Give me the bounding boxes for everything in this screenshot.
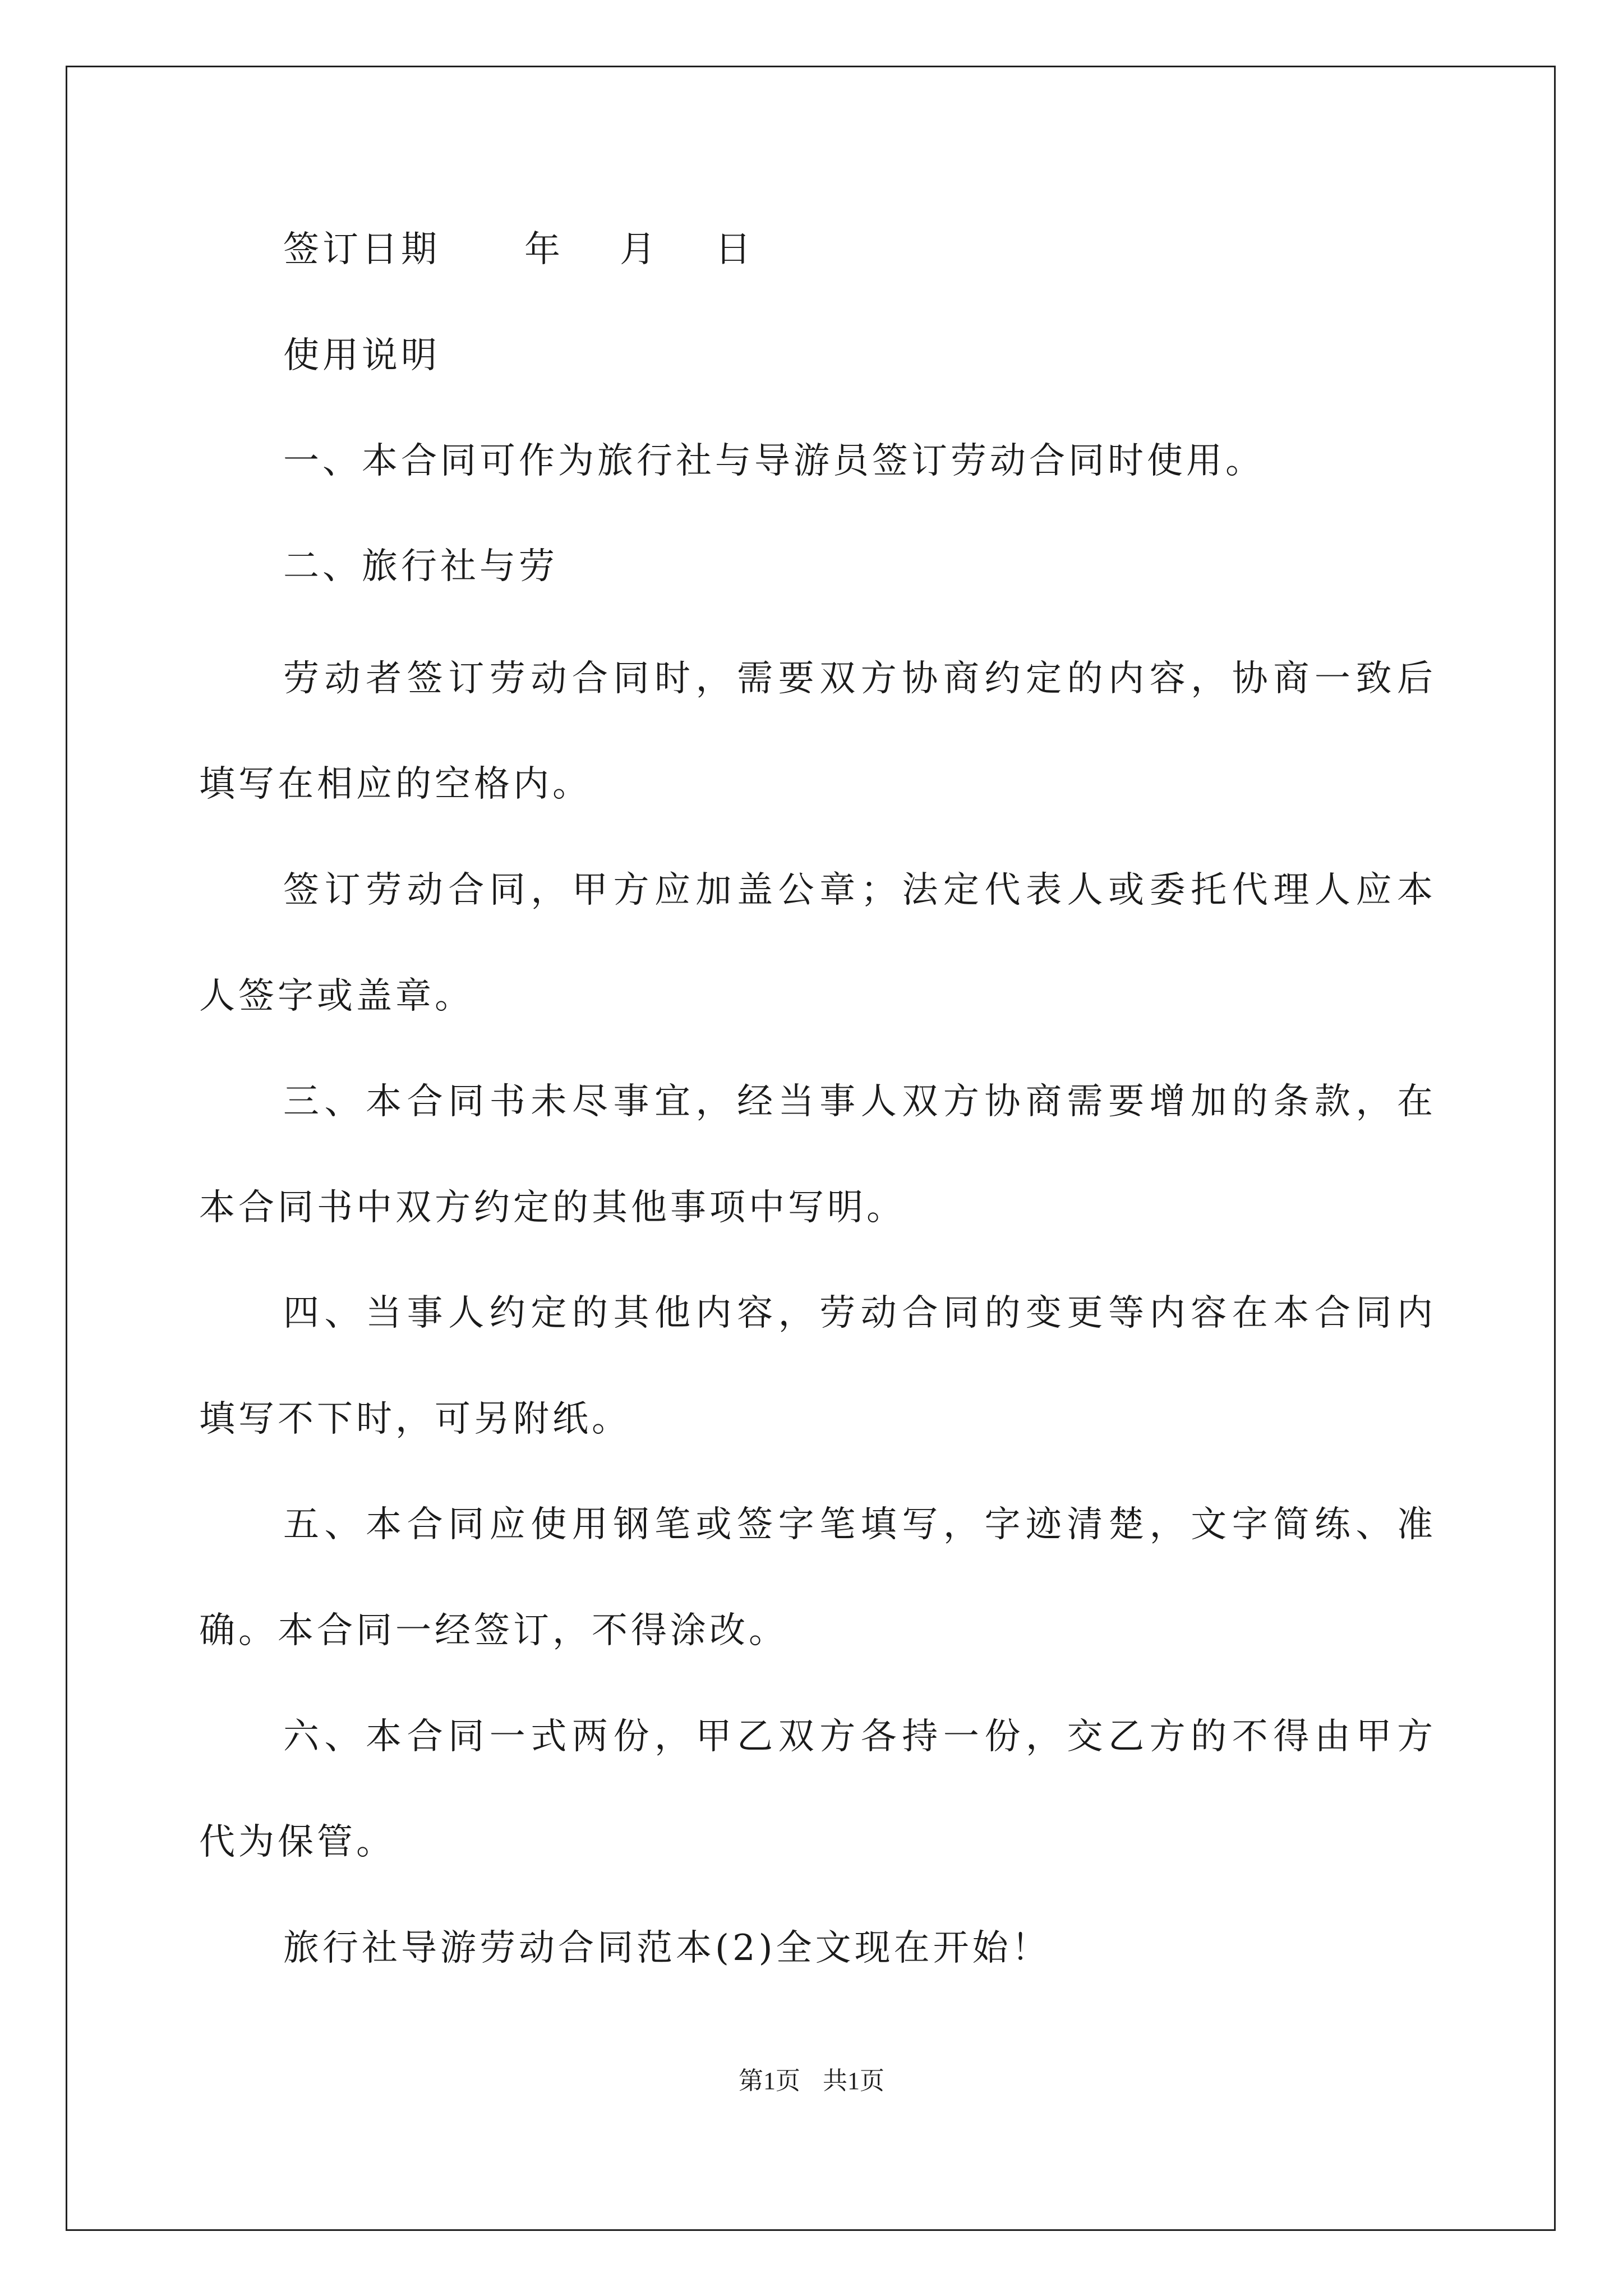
date-day-label: 日 [715,229,754,270]
date-month-label: 月 [620,229,659,270]
paragraph-line: 六、本合同一式两份，甲乙双方各持一份，交乙方的不得由甲方 [283,1716,1433,1757]
page-number-label: 第1页 [739,2067,800,2095]
paragraph-line: 旅行社导游劳动合同范本(2)全文现在开始！ [283,1927,1051,1969]
page-footer [0,2064,1623,2098]
paragraph-line: 二、旅行社与劳 [283,546,558,587]
paragraph-line: 填写在相应的空格内。 [199,763,592,805]
usage-title: 使用说明 [283,335,440,376]
paragraph-line: 五、本合同应使用钢笔或签字笔填写，字迹清楚，文字简练、准 [283,1504,1433,1545]
paragraph-line: 填写不下时，可另附纸。 [199,1398,631,1440]
paragraph-line: 本合同书中双方约定的其他事项中写明。 [199,1187,906,1228]
paragraph-line: 四、当事人约定的其他内容，劳动合同的变更等内容在本合同内 [283,1292,1433,1334]
page-total-label: 共1页 [823,2067,884,2095]
paragraph-line: 劳动者签订劳动合同时，需要双方协商约定的内容，协商一致后 [283,658,1433,700]
date-year-label: 年 [524,229,564,270]
paragraph-line: 确。本合同一经签订，不得涂改。 [199,1610,788,1651]
signing-date-line [283,227,754,272]
paragraph-line: 人签字或盖章。 [199,976,474,1017]
page-border [66,66,1556,2231]
paragraph-line: 代为保管。 [199,1821,395,1863]
paragraph-line: 三、本合同书未尽事宜，经当事人双方协商需要增加的条款，在 [283,1081,1433,1122]
paragraph-line: 一、本合同可作为旅行社与导游员签订劳动合同时使用。 [283,440,1265,482]
paragraph-line: 签订劳动合同，甲方应加盖公章；法定代表人或委托代理人应本 [283,869,1433,911]
signing-date-label: 签订日期 [283,229,440,270]
